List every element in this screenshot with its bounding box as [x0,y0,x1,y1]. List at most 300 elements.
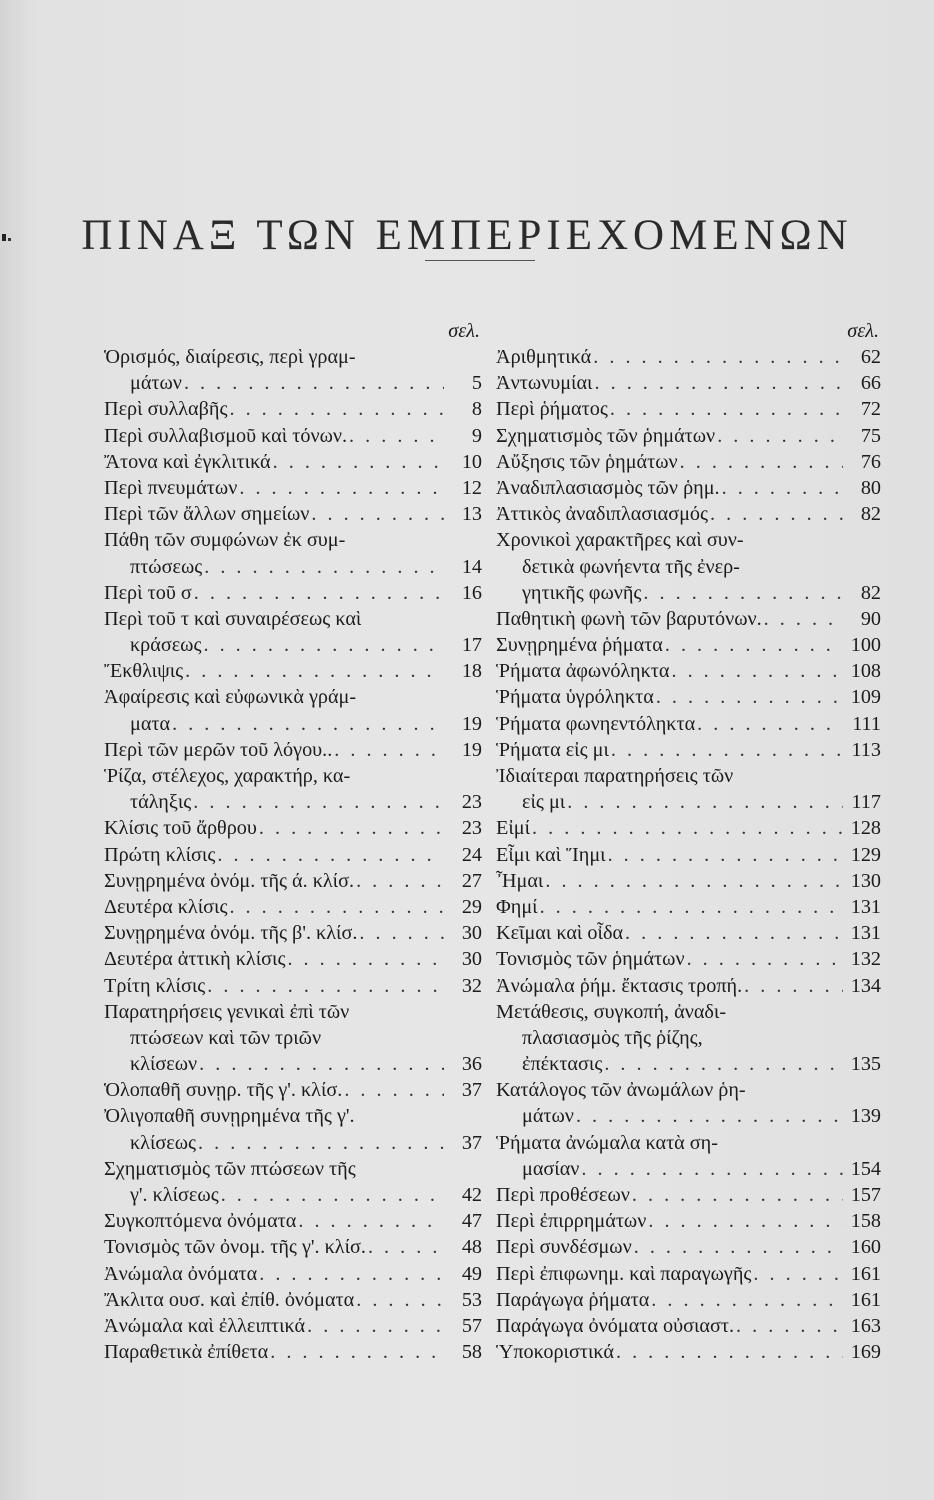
toc-entry-line [496,1103,881,1129]
toc-entry [104,1103,482,1155]
dot-leader [347,423,444,449]
toc-entry-line [104,1339,482,1365]
toc-page-number: 117 [851,791,881,814]
dot-leader [170,711,444,737]
toc-entry-text: Περὶ πνευμάτων [104,476,238,499]
toc-page-number: 135 [850,1053,881,1076]
toc-entry [496,1287,881,1313]
dot-leader [742,973,843,999]
toc-page-number: 16 [461,581,482,604]
toc-page-number: 158 [850,1210,881,1233]
toc-entry [496,501,881,527]
toc-entry-line [496,423,881,449]
toc-entry-line [104,475,482,501]
toc-page-number: 23 [461,791,482,814]
dot-leader [669,658,843,684]
toc-entry-line [104,842,482,868]
toc-entry-text: μασίαν [522,1157,580,1180]
toc-entry-text: Παρατηρήσεις γενικαὶ ἐπὶ τῶν [104,1000,350,1023]
toc-entry [104,920,482,946]
toc-page-number: 129 [850,843,881,866]
toc-entry-line [104,1261,482,1287]
dot-leader [678,449,843,475]
toc-entry-line [496,1261,881,1287]
toc-entry [104,1339,482,1365]
toc-page-number: 47 [461,1210,482,1233]
toc-entry-text: Φημί [496,895,538,918]
toc-entry [496,1077,881,1129]
toc-entry-line [104,423,482,449]
dot-leader [183,658,444,684]
toc-page-number: 90 [860,607,881,630]
toc-page-number: 5 [471,372,482,395]
toc-page-number: 36 [461,1053,482,1076]
toc-entry-line [104,1182,482,1208]
dot-leader [591,344,843,370]
toc-entry-line [496,1130,881,1156]
toc-entry [496,449,881,475]
toc-entry-line [104,737,482,763]
toc-entry-line [496,815,881,841]
toc-entry-text: Ὁλοπαθῆ συνῃρ. τῆς γ'. κλίσ. [104,1079,343,1102]
toc-entry-line [104,1130,482,1156]
toc-page-number: 27 [461,869,482,892]
toc-entry-text: τάληξις [130,791,192,814]
toc-entry [104,737,482,763]
toc-page-number: 37 [461,1131,482,1154]
toc-entry-text: Ἀφαίρεσις καὶ εὐφωνικὰ γράμ- [104,686,357,709]
toc-entry [104,946,482,972]
toc-entry [496,842,881,868]
toc-page-number: 111 [852,712,881,735]
toc-entry [496,632,881,658]
toc-entry-text: γ'. κλίσεως [130,1184,219,1206]
toc-entry [496,868,881,894]
toc-entry-text: Περὶ ῥήματος [496,398,608,421]
toc-entry-line [104,344,482,370]
toc-entry-text: Περὶ συλλαβῆς [104,398,228,421]
toc-page-number: 72 [860,398,881,421]
toc-page-number: 76 [860,450,881,473]
toc-page-number: 53 [461,1288,482,1311]
dot-leader [751,1261,843,1287]
toc-entry [104,475,482,501]
toc-entry-text: Ὑποκοριστικά [496,1341,614,1364]
dot-leader [201,632,444,658]
toc-page-number: 66 [860,372,881,395]
toc-entry-line [104,894,482,920]
toc-page-number: 108 [850,660,881,683]
toc-entry [496,711,881,737]
dot-leader [663,632,843,658]
toc-page-number: 139 [850,1105,881,1128]
toc-entry-text: Περὶ τῶν ἄλλων σημείων [104,503,310,526]
toc-entry [496,684,881,710]
toc-entry-line [104,973,482,999]
toc-entry-line [496,711,881,737]
toc-list-right [496,344,881,1365]
toc-entry-line [104,370,482,396]
toc-page-number: 29 [461,895,482,918]
dot-leader [606,842,843,868]
toc-entry [496,1182,881,1208]
toc-page-number: 19 [461,712,482,735]
dot-leader [608,396,843,422]
toc-entry [496,920,881,946]
dot-leader [579,1156,843,1182]
dot-leader [649,1287,843,1313]
toc-entry-text: Κεῖμαι καὶ οἶδα [496,922,624,945]
toc-entry-text: Σχηματισμὸς τῶν ῥημάτων [496,424,716,447]
toc-entry-line [104,1077,482,1103]
toc-page-number: 10 [461,450,482,473]
toc-entry-line [104,868,482,894]
toc-entry-line [496,842,881,868]
toc-entry [104,501,482,527]
dot-leader [646,1208,843,1234]
toc-entry [496,475,881,501]
toc-entry-text: Ἀνώμαλα ῥήμ. ἔκτασις τροπή. [496,974,743,997]
dot-leader [602,1051,843,1077]
toc-entry-text: Ἔκθλιψις [104,660,184,683]
toc-page-number: 48 [461,1236,482,1259]
toc-entry-line [496,1339,881,1365]
dot-leader [197,1051,444,1077]
dot-leader [715,423,843,449]
toc-entry [496,370,881,396]
dot-leader [309,501,444,527]
toc-entry-text: δετικὰ φωνήεντα τῆς ἐνερ- [522,555,740,578]
toc-entry-line [496,1025,881,1051]
toc-entry [104,423,482,449]
toc-entry-text: κλίσεων [130,1053,198,1076]
toc-entry-line [104,396,482,422]
toc-entry-text: Ἄτονα καὶ ἐγκλιτικά [104,450,271,473]
toc-entry-text: Παθητικὴ φωνὴ τῶν βαρυτόνων. [496,607,762,630]
toc-entry-text: Ἄκλιτα ουσ. καὶ ἐπίθ. ὀνόματα [104,1288,355,1311]
toc-entry-text: Συγκοπτόμενα ὀνόματα [104,1210,297,1233]
toc-page-number: 157 [850,1184,881,1206]
toc-page-number: 82 [860,503,881,526]
toc-entry-line [104,606,482,632]
toc-page-number: 58 [461,1341,482,1364]
toc-page-number: 18 [461,660,482,683]
toc-entry [496,527,881,606]
toc-entry [104,344,482,396]
toc-entry-text: γητικῆς φωνῆς [522,581,642,604]
toc-entry-line [104,527,482,553]
dot-leader [191,789,444,815]
toc-page-number: 37 [461,1079,482,1102]
toc-entry [496,344,881,370]
toc-entry-line [496,1077,881,1103]
toc-entry-text: Περὶ προθέσεων [496,1184,630,1206]
toc-entry-line [496,684,881,710]
toc-entry-line [496,763,881,789]
toc-entry-text: Σχηματισμὸς τῶν πτώσεων τῆς [104,1157,356,1180]
toc-page-number: 8 [471,398,482,421]
toc-entry-text: Περὶ συλλαβισμοῦ καὶ τόνων. [104,424,348,447]
toc-entry [496,1208,881,1234]
toc-entry [496,658,881,684]
toc-entry-text: Περὶ ἐπιφωνημ. καὶ παραγωγῆς [496,1262,752,1285]
dot-leader [227,894,444,920]
toc-page-number: 30 [461,922,482,945]
toc-entry-text: Ὀλιγοπαθῆ συνῃρημένα τῆς γ'. [104,1105,355,1128]
toc-entry [496,606,881,632]
toc-page-number: 19 [461,738,482,761]
toc-entry-text: ματα [130,712,171,735]
dot-leader [574,1103,843,1129]
dot-leader [593,370,844,396]
toc-entry-text: Συνῃρημένα ῥήματα [496,634,663,657]
dot-leader [538,894,843,920]
dot-leader [708,501,843,527]
dot-leader [219,1182,444,1208]
toc-entry-line [496,973,881,999]
toc-entry-line [496,737,881,763]
toc-page-number: 80 [860,476,881,499]
dot-leader [182,370,444,396]
toc-page-number: 14 [461,555,482,578]
toc-list-left [104,344,482,1365]
toc-page-number: 62 [860,346,881,368]
toc-entry [104,999,482,1078]
dot-leader [354,868,444,894]
toc-entry-text: μάτων [522,1105,574,1128]
toc-entry-text: μάτων [130,372,182,395]
toc-entry-line [104,711,482,737]
toc-entry-text: Παράγωγα ὀνόματα οὐσιαστ. [496,1314,735,1337]
dot-leader [227,396,444,422]
dot-leader [685,946,843,972]
toc-entry [104,973,482,999]
toc-page-number: 169 [850,1341,881,1364]
toc-page-number: 132 [850,948,881,971]
toc-page-number: 154 [850,1157,881,1180]
dot-leader [215,842,444,868]
toc-entry [104,842,482,868]
dot-leader [305,1313,444,1339]
toc-entry [104,449,482,475]
toc-entry-line [496,1182,881,1208]
toc-entry-line [104,1313,482,1339]
toc-entry-text: Περὶ συνδέσμων [496,1236,632,1259]
toc-entry-line [496,868,881,894]
dot-leader [609,737,843,763]
dot-leader [641,580,843,606]
page-column-header-left: σελ. [448,320,480,342]
toc-page-number: 12 [461,476,482,499]
toc-entry-line [496,1234,881,1260]
toc-entry-text: πτώσεων καὶ τῶν τριῶν [130,1026,322,1049]
toc-entry [104,894,482,920]
toc-entry [104,1208,482,1234]
toc-page-number: 32 [461,974,482,997]
toc-entry-text: Περὶ τοῦ τ καὶ συναιρέσεως καὶ [104,607,362,630]
toc-entry-line [496,344,881,370]
toc-entry-text: Περὶ τοῦ σ [104,581,192,604]
toc-page-number: 163 [850,1314,881,1337]
toc-entry-line [104,1103,482,1129]
toc-entry [496,423,881,449]
toc-entry-text: Ῥήματα ὑγρόληκτα [496,686,654,709]
toc-entry-text: Ἦμαι [496,869,544,892]
toc-entry [104,580,482,606]
toc-entry-line [104,815,482,841]
toc-entry [496,999,881,1078]
toc-page-number: 75 [860,424,881,447]
toc-entry-line [104,658,482,684]
dot-leader [357,920,444,946]
toc-entry-line [104,580,482,606]
dot-leader [296,1208,444,1234]
toc-entry [496,1234,881,1260]
toc-entry-line [496,396,881,422]
toc-entry-line [104,763,482,789]
toc-entry-text: Ἀντωνυμίαι [496,372,593,395]
toc-entry-line [104,449,482,475]
toc-page-number: 160 [850,1236,881,1259]
toc-entry-line [496,1287,881,1313]
dot-leader [271,449,444,475]
toc-entry-line [104,999,482,1025]
toc-entry-text: Ῥήματα ἀνώμαλα κατὰ ση- [496,1131,718,1154]
toc-entry-text: Ῥήματα εἰς μι [496,738,609,761]
toc-entry [496,973,881,999]
toc-entry-line [496,632,881,658]
dot-leader [734,1313,843,1339]
toc-entry-text: Ἀνώμαλα ὀνόματα [104,1262,258,1285]
toc-page-number: 134 [850,974,881,997]
dot-leader [257,815,444,841]
toc-entry-text: Ῥήματα ἀφωνόληκτα [496,660,670,683]
toc-entry-line [496,501,881,527]
toc-entry [496,396,881,422]
toc-entry [104,1234,482,1260]
dot-leader [268,1339,444,1365]
toc-entry [104,1287,482,1313]
toc-page-number: 131 [850,922,881,945]
page-title: ΠΙΝΑΞ ΤΩΝ ΕΜΠΕΡΙΕΧΟΜΕΝΩΝ [81,211,853,259]
toc-entry-text: Τονισμὸς τῶν ῥημάτων [496,948,685,971]
toc-entry-text: Ῥήματα φωνηεντόληκτα [496,712,696,735]
toc-entry-text: Πάθη τῶν συμφώνων ἐκ συμ- [104,529,346,552]
toc-entry-line [104,632,482,658]
toc-entry-line [496,1208,881,1234]
dot-leader [192,580,444,606]
toc-entry-text: πλασιασμὸς τῆς ῥίζης, [522,1026,703,1049]
toc-entry-line [104,684,482,710]
toc-entry-text: Περὶ τῶν μερῶν τοῦ λόγου.. [104,738,333,761]
toc-entry-text: κλίσεως [130,1131,197,1154]
toc-entry-line [496,1156,881,1182]
toc-entry-text: Τονισμὸς τῶν ὀνομ. τῆς γ'. κλίσ. [104,1236,366,1259]
toc-page-number: 30 [461,948,482,971]
toc-entry [104,1156,482,1208]
toc-entry [104,606,482,658]
dot-leader [720,475,843,501]
toc-entry [496,763,881,815]
toc-entry-text: Κατάλογος τῶν ἀνωμάλων ῥη- [496,1079,746,1102]
toc-entry-text: πτώσεως [130,555,203,578]
toc-page-number: 100 [850,634,881,657]
toc-entry [496,737,881,763]
toc-entry [104,1313,482,1339]
toc-entry [496,946,881,972]
toc-entry-line [104,1156,482,1182]
toc-entry-line [496,1313,881,1339]
toc-page-number: 131 [850,895,881,918]
toc-page-number: 130 [850,869,881,892]
toc-entry-line [496,894,881,920]
toc-entry [496,1130,881,1182]
toc-entry-line [104,1234,482,1260]
dot-leader [257,1261,444,1287]
toc-entry-text: Πρώτη κλίσις [104,843,216,866]
toc-entry-line [496,527,881,553]
toc-entry-text: ἐπέκτασις [522,1053,603,1076]
toc-entry [496,815,881,841]
toc-entry-line [104,789,482,815]
dot-leader [632,1234,843,1260]
title-divider [425,260,535,261]
toc-page-number: 17 [461,634,482,657]
dot-leader [695,711,843,737]
toc-entry-text: Κλίσις τοῦ ἄρθρου [104,817,257,840]
toc-page-number: 113 [851,738,881,761]
toc-page-number: 128 [850,817,881,840]
toc-entry-line [104,946,482,972]
toc-entry [104,1261,482,1287]
dot-leader [614,1339,843,1365]
dot-leader [205,973,444,999]
toc-entry-text: Συνῃρημένα ὀνόμ. τῆς ά. κλίσ. [104,869,355,892]
toc-entry [496,1339,881,1365]
toc-entry-text: Εἶμι καὶ Ἵημι [496,843,606,866]
toc-entry-text: Ἀναδιπλασιασμὸς τῶν ῥημ. [496,476,720,499]
toc-page-number: 109 [850,686,881,709]
toc-entry-line [104,554,482,580]
toc-entry-text: εἰς μι [522,791,566,814]
toc-entry-text: Ἰδιαίτεραι παρατηρήσεις τῶν [496,765,734,787]
dot-leader [237,475,444,501]
toc-entry [104,684,482,736]
dot-leader [543,868,843,894]
dot-leader [354,1287,444,1313]
toc-entry-text: Δευτέρα ἀττικὴ κλίσις [104,948,286,971]
toc-entry-text: Παράγωγα ῥήματα [496,1288,650,1311]
toc-entry-line [104,1051,482,1077]
toc-entry [496,1261,881,1287]
dot-leader [630,1182,843,1208]
dot-leader [202,554,444,580]
dot-leader [332,737,444,763]
toc-entry-line [496,1051,881,1077]
toc-entry-line [104,1025,482,1051]
toc-entry-line [496,606,881,632]
toc-column-right [496,318,881,1365]
toc-entry-text: Ἀνώμαλα καὶ ἐλλειπτικά [104,1314,306,1337]
toc-entry-text: Περὶ ἐπιρρημάτων [496,1210,647,1233]
toc-entry-line [104,1287,482,1313]
toc-entry-text: Δευτέρα κλίσις [104,895,228,918]
toc-column-left [104,318,482,1365]
dot-leader [654,684,843,710]
toc-entry [496,894,881,920]
toc-entry [104,763,482,815]
page-column-header-right: σελ. [847,320,879,342]
